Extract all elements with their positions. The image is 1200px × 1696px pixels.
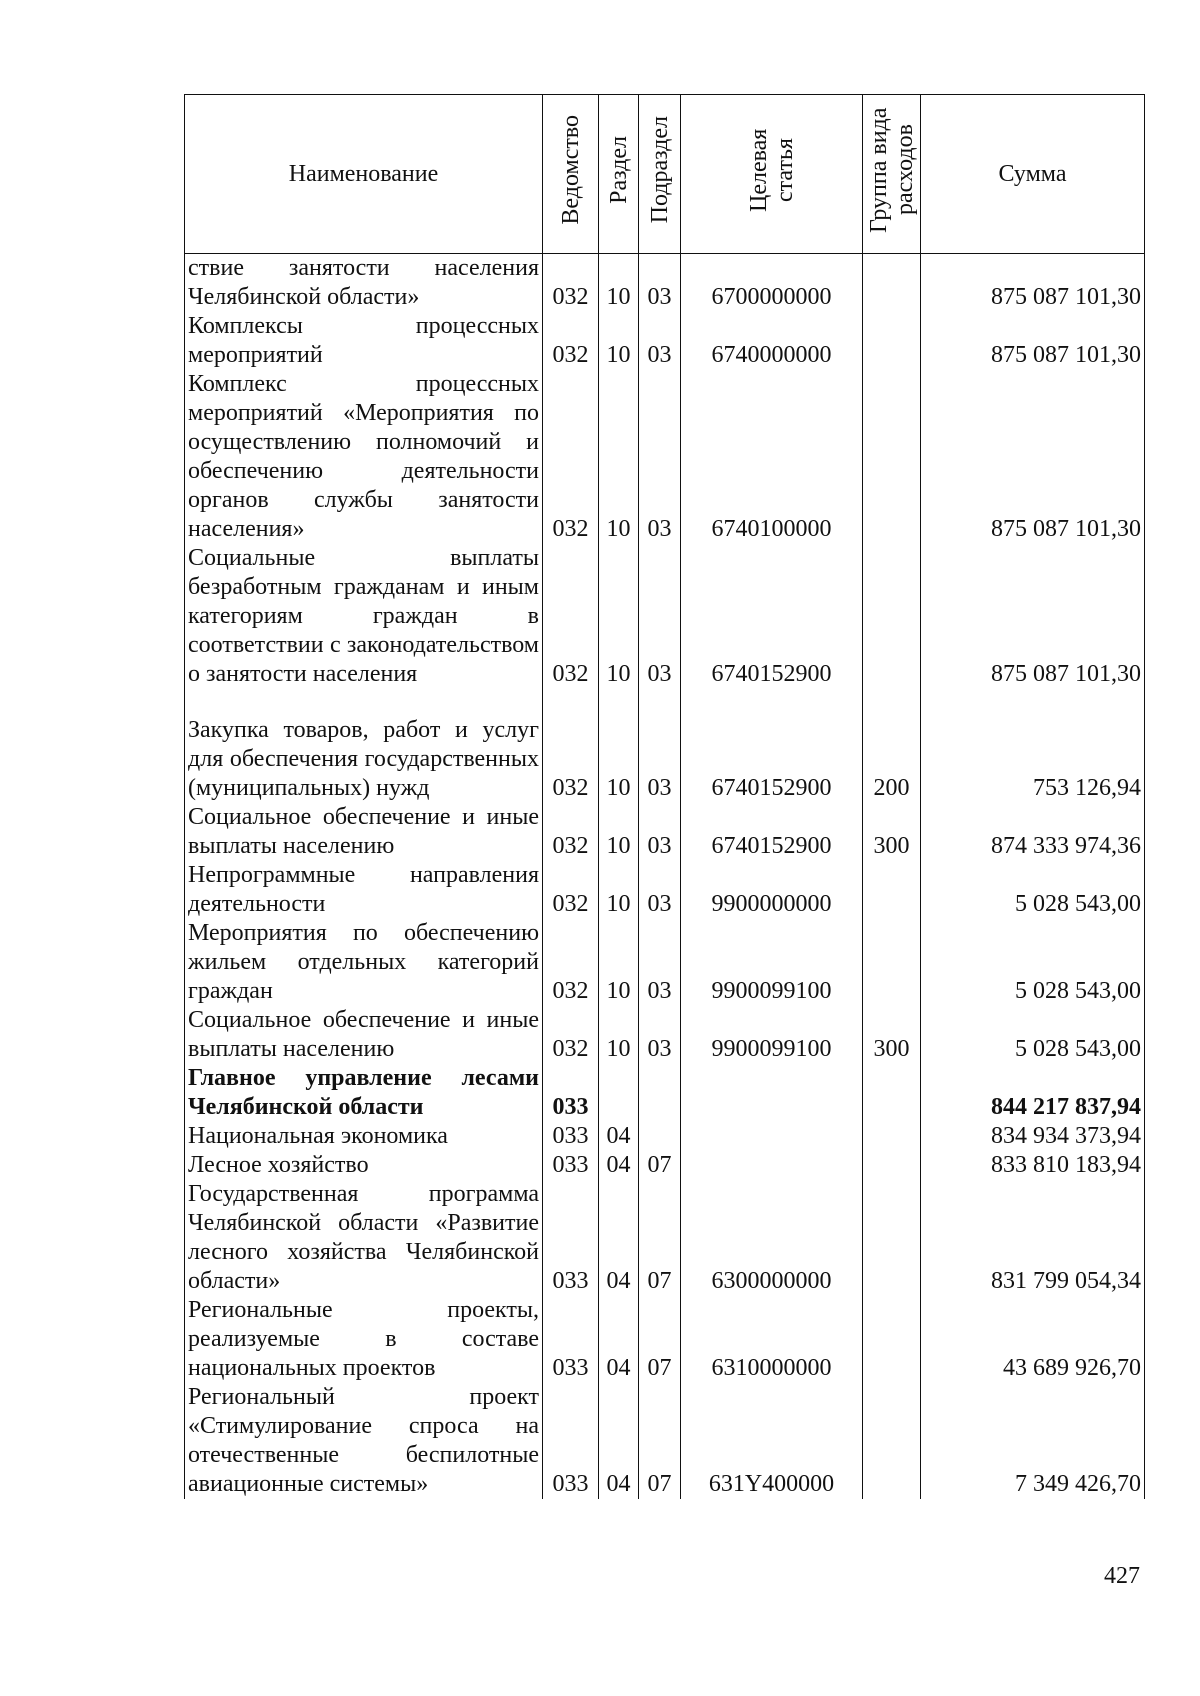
row-amount: 753 126,94 [921, 689, 1145, 803]
row-target-article: 6300000000 [681, 1180, 863, 1296]
table-row [185, 689, 1145, 803]
row-section: 04 [599, 1180, 639, 1296]
row-department: 033 [543, 1151, 599, 1180]
header-department: Ведомство [543, 95, 599, 254]
row-section: 10 [599, 689, 639, 803]
row-amount: 833 810 183,94 [921, 1151, 1145, 1180]
table-row [185, 1006, 1145, 1064]
row-expense-group [863, 312, 921, 370]
row-department: 032 [543, 254, 599, 313]
row-section: 04 [599, 1296, 639, 1383]
row-section: 10 [599, 312, 639, 370]
row-subsection: 07 [639, 1180, 681, 1296]
row-subsection: 03 [639, 1006, 681, 1064]
table-body [185, 254, 1145, 1500]
row-expense-group [863, 1180, 921, 1296]
row-subsection: 03 [639, 544, 681, 689]
row-expense-group [863, 919, 921, 1006]
row-name: Лесное хозяйство [185, 1151, 543, 1180]
header-name: Наименование [185, 95, 543, 254]
table-header-row [185, 95, 1145, 254]
row-subsection: 03 [639, 861, 681, 919]
row-name: Государственная программа Челябинской области «Развитие лесного хозяйства Челябинской области» [185, 1180, 543, 1296]
row-target-article: 9900099100 [681, 919, 863, 1006]
header-expense-group: Группа вида расходов [863, 95, 921, 254]
row-section [599, 1064, 639, 1122]
row-amount: 834 934 373,94 [921, 1122, 1145, 1151]
header-target-article: Целевая статья [681, 95, 863, 254]
row-expense-group [863, 861, 921, 919]
row-target-article: 6740152900 [681, 689, 863, 803]
table-row [185, 1383, 1145, 1499]
row-section: 04 [599, 1122, 639, 1151]
row-section: 10 [599, 861, 639, 919]
row-target-article [681, 1064, 863, 1122]
row-target-article: 631Y400000 [681, 1383, 863, 1499]
row-target-article: 6740000000 [681, 312, 863, 370]
row-target-article: 9900099100 [681, 1006, 863, 1064]
row-target-article: 9900000000 [681, 861, 863, 919]
row-subsection: 03 [639, 312, 681, 370]
row-target-article: 6740152900 [681, 803, 863, 861]
row-section: 10 [599, 370, 639, 544]
row-section: 10 [599, 919, 639, 1006]
row-name: ствие занятости населения Челябинской области» [185, 254, 543, 313]
row-department: 033 [543, 1296, 599, 1383]
row-name: Региональные проекты, реализуемые в составе национальных проектов [185, 1296, 543, 1383]
row-amount: 875 087 101,30 [921, 544, 1145, 689]
row-target-article: 6740152900 [681, 544, 863, 689]
row-name: Мероприятия по обеспечению жильем отдельных категорий граждан [185, 919, 543, 1006]
table-row [185, 861, 1145, 919]
row-amount: 875 087 101,30 [921, 312, 1145, 370]
table-row [185, 1064, 1145, 1122]
row-amount: 875 087 101,30 [921, 370, 1145, 544]
row-amount: 874 333 974,36 [921, 803, 1145, 861]
row-name: Главное управление лесами Челябинской области [185, 1064, 543, 1122]
table-row [185, 1151, 1145, 1180]
table-row [185, 919, 1145, 1006]
budget-table [184, 94, 1145, 1499]
row-department: 032 [543, 544, 599, 689]
row-subsection: 03 [639, 254, 681, 313]
row-amount: 875 087 101,30 [921, 254, 1145, 313]
header-subsection: Подраздел [639, 95, 681, 254]
row-name: Национальная экономика [185, 1122, 543, 1151]
row-department: 032 [543, 803, 599, 861]
row-expense-group [863, 544, 921, 689]
header-amount: Сумма [921, 95, 1145, 254]
table-row [185, 544, 1145, 689]
row-department: 032 [543, 312, 599, 370]
row-subsection: 03 [639, 370, 681, 544]
row-section: 10 [599, 1006, 639, 1064]
row-target-article: 6740100000 [681, 370, 863, 544]
row-name: Социальные выплаты безработным гражданам и иным категориям граждан в соответствии с законодательством о занятости населения [185, 544, 543, 689]
table-row [185, 312, 1145, 370]
row-section: 04 [599, 1383, 639, 1499]
row-target-article: 6310000000 [681, 1296, 863, 1383]
row-expense-group [863, 254, 921, 313]
row-amount: 831 799 054,34 [921, 1180, 1145, 1296]
row-department: 032 [543, 370, 599, 544]
row-department: 033 [543, 1180, 599, 1296]
row-department: 033 [543, 1064, 599, 1122]
row-name: Социальное обеспечение и иные выплаты населению [185, 1006, 543, 1064]
table-row [185, 1296, 1145, 1383]
row-subsection: 03 [639, 919, 681, 1006]
row-section: 10 [599, 803, 639, 861]
row-section: 04 [599, 1151, 639, 1180]
header-section: Раздел [599, 95, 639, 254]
row-expense-group: 200 [863, 689, 921, 803]
row-amount: 7 349 426,70 [921, 1383, 1145, 1499]
row-amount: 5 028 543,00 [921, 1006, 1145, 1064]
row-target-article [681, 1122, 863, 1151]
row-subsection: 03 [639, 689, 681, 803]
row-subsection: 07 [639, 1151, 681, 1180]
row-amount: 43 689 926,70 [921, 1296, 1145, 1383]
row-name: Комплекс процессных мероприятий «Мероприятия по осуществлению полномочий и обеспечению деятельности органов службы занятости населения» [185, 370, 543, 544]
row-subsection [639, 1064, 681, 1122]
row-expense-group [863, 1064, 921, 1122]
row-amount: 5 028 543,00 [921, 919, 1145, 1006]
row-department: 033 [543, 1383, 599, 1499]
row-department: 032 [543, 861, 599, 919]
row-name: Закупка товаров, работ и услуг для обеспечения государственных (муниципальных) нужд [185, 689, 543, 803]
row-name: Непрограммные направления деятельности [185, 861, 543, 919]
table-row [185, 1122, 1145, 1151]
row-expense-group: 300 [863, 803, 921, 861]
row-subsection: 07 [639, 1383, 681, 1499]
row-department: 033 [543, 1122, 599, 1151]
row-name: Социальное обеспечение и иные выплаты населению [185, 803, 543, 861]
table-row [185, 1180, 1145, 1296]
row-expense-group [863, 1122, 921, 1151]
row-department: 032 [543, 919, 599, 1006]
row-expense-group [863, 1383, 921, 1499]
row-expense-group [863, 1296, 921, 1383]
row-subsection: 07 [639, 1296, 681, 1383]
row-expense-group [863, 1151, 921, 1180]
row-name: Комплексы процессных мероприятий [185, 312, 543, 370]
row-section: 10 [599, 254, 639, 313]
row-department: 032 [543, 1006, 599, 1064]
row-expense-group [863, 370, 921, 544]
row-name: Региональный проект «Стимулирование спроса на отечественные беспилотные авиационные системы» [185, 1383, 543, 1499]
row-expense-group: 300 [863, 1006, 921, 1064]
row-amount: 5 028 543,00 [921, 861, 1145, 919]
table-row [185, 370, 1145, 544]
row-department: 032 [543, 689, 599, 803]
row-target-article: 6700000000 [681, 254, 863, 313]
row-amount: 844 217 837,94 [921, 1064, 1145, 1122]
page-number: 427 [1104, 1563, 1140, 1589]
row-target-article [681, 1151, 863, 1180]
row-subsection [639, 1122, 681, 1151]
table-row [185, 254, 1145, 313]
table-row [185, 803, 1145, 861]
row-section: 10 [599, 544, 639, 689]
row-subsection: 03 [639, 803, 681, 861]
